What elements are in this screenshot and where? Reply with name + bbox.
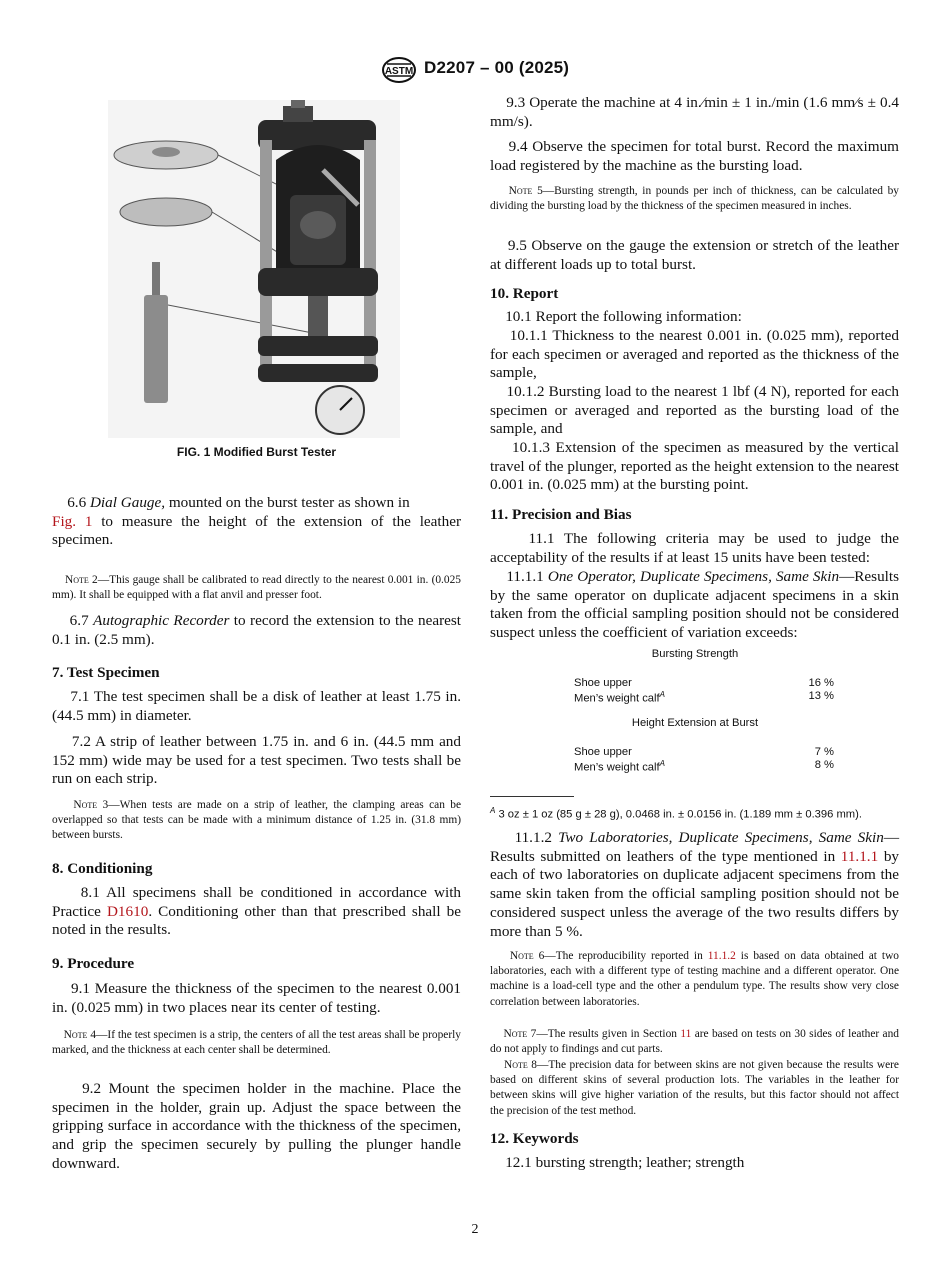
paragraph-10-1-2: 10.1.2 Bursting load to the nearest 1 lbf (4 N), reported for each specimen or averaged and reported as the bursting load of the sample, and xyxy=(490,383,899,438)
page-number: 2 xyxy=(471,1222,479,1237)
note-5: Note 5—Bursting strength, in pounds per inch of thickness, can be calculated by dividing the bursting load by the thickness of the specimen measured in inches. xyxy=(490,185,899,213)
paragraph-7-2: 7.2 A strip of leather between 1.75 in. and 6 in. (44.5 mm and 152 mm) wide may be used for a test specimen. Two tests shall be run on each strip. xyxy=(52,733,461,788)
section-11-1-1-link[interactable]: 11.1.1 xyxy=(840,847,879,865)
paragraph-9-3: 9.3 Operate the machine at 4 in.⁄min ± 1 in./min (1.6 mm⁄s ± 0.4 mm/s). xyxy=(490,94,899,130)
paragraph-9-5: 9.5 Observe on the gauge the extension or stretch of the leather at different loads up to total burst. xyxy=(490,237,900,273)
section-7-heading: 7. Test Specimen xyxy=(52,664,160,681)
section-10-heading: 10. Report xyxy=(490,285,559,302)
note-2: Note 2—This gauge shall be calibrated to read directly to the nearest 0.001 in. (0.025 mm). It shall be equipped with a flat anvil and presser foot. xyxy=(52,574,461,602)
table-caption-bursting: Bursting Strength xyxy=(651,648,739,660)
section-11-link[interactable]: 11 xyxy=(680,1028,692,1040)
footnote-divider xyxy=(490,796,574,797)
note-6: Note 6—The reproducibility reported in 11.1.2 is based on data obtained at two laboratories, each with a different type of testing machine and a different operator. One machine is a load-cell type and the other a pendulum type. The results show very close correlation between laboratories. xyxy=(490,950,899,1008)
section-11-1-2-link[interactable]: 11.1.2 xyxy=(707,950,736,962)
table-caption-extension: Height Extension at Burst xyxy=(631,717,759,729)
paragraph-11-1-2: 11.1.2 Two Laboratories, Duplicate Specimens, Same Skin—Results submitted on leathers of the type mentioned in 11.1.1 by each of two laboratories on duplicate adjacent specimens from the same skin taken from the official sampling position should not be considered suspect unless the average of the two results differs by more than 5 %. xyxy=(490,829,899,940)
paragraph-7-1: 7.1 The test specimen shall be a disk of leather at least 1.75 in. (44.5 mm) in diameter. xyxy=(52,688,461,724)
table-footnote: $^A$ 3 oz ± 1 oz (85 g ± 28 g), 0.0468 in. ± 0.0156 in. (1.189 mm ± 0.396 mm). xyxy=(490,806,862,821)
paragraph-6-7: 6.7 Autographic Recorder to record the extension to the nearest 0.1 in. (2.5 mm). xyxy=(52,612,462,648)
paragraph-9-4: 9.4 Observe the specimen for total burst. Record the maximum load registered by the machine as the bursting load. xyxy=(490,138,899,174)
figure-caption: FIG. 1 Modified Burst Tester xyxy=(176,445,337,459)
paragraph-11-1-1: 11.1.1 One Operator, Duplicate Specimens, Same Skin—Results by the same operator on duplicate adjacent specimens in a skin taken from the official sampling position should not be considered suspect unless the coefficient of variation exceeds: xyxy=(490,568,900,642)
section-9-heading: 9. Procedure xyxy=(52,955,135,972)
paragraph-10-1: 10.1 Report the following information: xyxy=(505,308,742,325)
astm-logo-icon xyxy=(381,56,417,84)
svg-text:ASTM: ASTM xyxy=(384,66,414,77)
paragraph-12-1: 12.1 bursting strength; leather; strength xyxy=(505,1154,745,1171)
paragraph-9-1: 9.1 Measure the thickness of the specimen to the nearest 0.001 in. (0.025 mm) in two places near its center of testing. xyxy=(52,980,462,1016)
section-11-heading: 11. Precision and Bias xyxy=(490,506,632,523)
note-4: Note 4—If the test specimen is a strip, the centers of all the test areas shall be properly marked, and the thickness at each center shall be determined. xyxy=(52,1029,461,1057)
paragraph-9-2: 9.2 Mount the specimen holder in the machine. Place the specimen in the holder, grain up. Adjust the space between the gripping surface in accordance with the thickness of the specimen, and grip the specimen securely by pulling the plunger handle downward. xyxy=(52,1080,461,1172)
paragraph-10-1-3: 10.1.3 Extension of the specimen as measured by the vertical travel of the plunger, reported as the height extension to the nearest 0.001 in. (0.025 mm) at the bursting point. xyxy=(490,439,900,494)
burst-tester-photo xyxy=(108,100,400,438)
precision-table: Bursting Strength Shoe upper 16 % Men’s weight calf$^A$ 13 % Height Extension at Burst Shoe upper 7 % Men’s weight calf$^A$ 8 % xyxy=(490,648,900,778)
note-7: Note 7—The results given in Section 11 are based on tests on 30 sides of leather and do not apply to findings and cut parts. xyxy=(490,1028,899,1056)
paragraph-6-6: 6.6 Dial Gauge, mounted on the burst tester as shown in Fig. 1 to measure the height of the extension of the leather specimen. xyxy=(52,494,462,549)
fig-1-link[interactable]: Fig. 1 xyxy=(52,512,93,530)
note-3: Note 3—When tests are made on a strip of leather, the clamping areas can be overlapped so that tests can be made with a minimum distance of 1.25 in. (31.8 mm) between bursts. xyxy=(52,799,461,842)
paragraph-11-1: 11.1 The following criteria may be used to judge the acceptability of the results if at least 15 units have been tested: xyxy=(490,530,900,566)
paragraph-8-1: 8.1 All specimens shall be conditioned in accordance with Practice D1610. Conditioning other than that prescribed shall be noted in the results. xyxy=(52,884,462,939)
paragraph-10-1-1: 10.1.1 Thickness to the nearest 0.001 in. (0.025 mm), reported for each specimen or averaged and reported as the thickness of the sample, xyxy=(490,327,899,382)
document-designation: D2207 – 00 (2025) xyxy=(424,58,570,77)
d1610-link[interactable]: D1610 xyxy=(106,902,149,920)
page-header xyxy=(0,56,950,84)
section-12-heading: 12. Keywords xyxy=(490,1130,579,1147)
note-8: Note 8—The precision data for between skins are not given because the results were based on different skins of several production lots. The variables in the leather for between skins will give higher variation of the results, but this factor should not affect the precision of the test method. xyxy=(490,1059,899,1117)
section-8-heading: 8. Conditioning xyxy=(52,860,153,877)
